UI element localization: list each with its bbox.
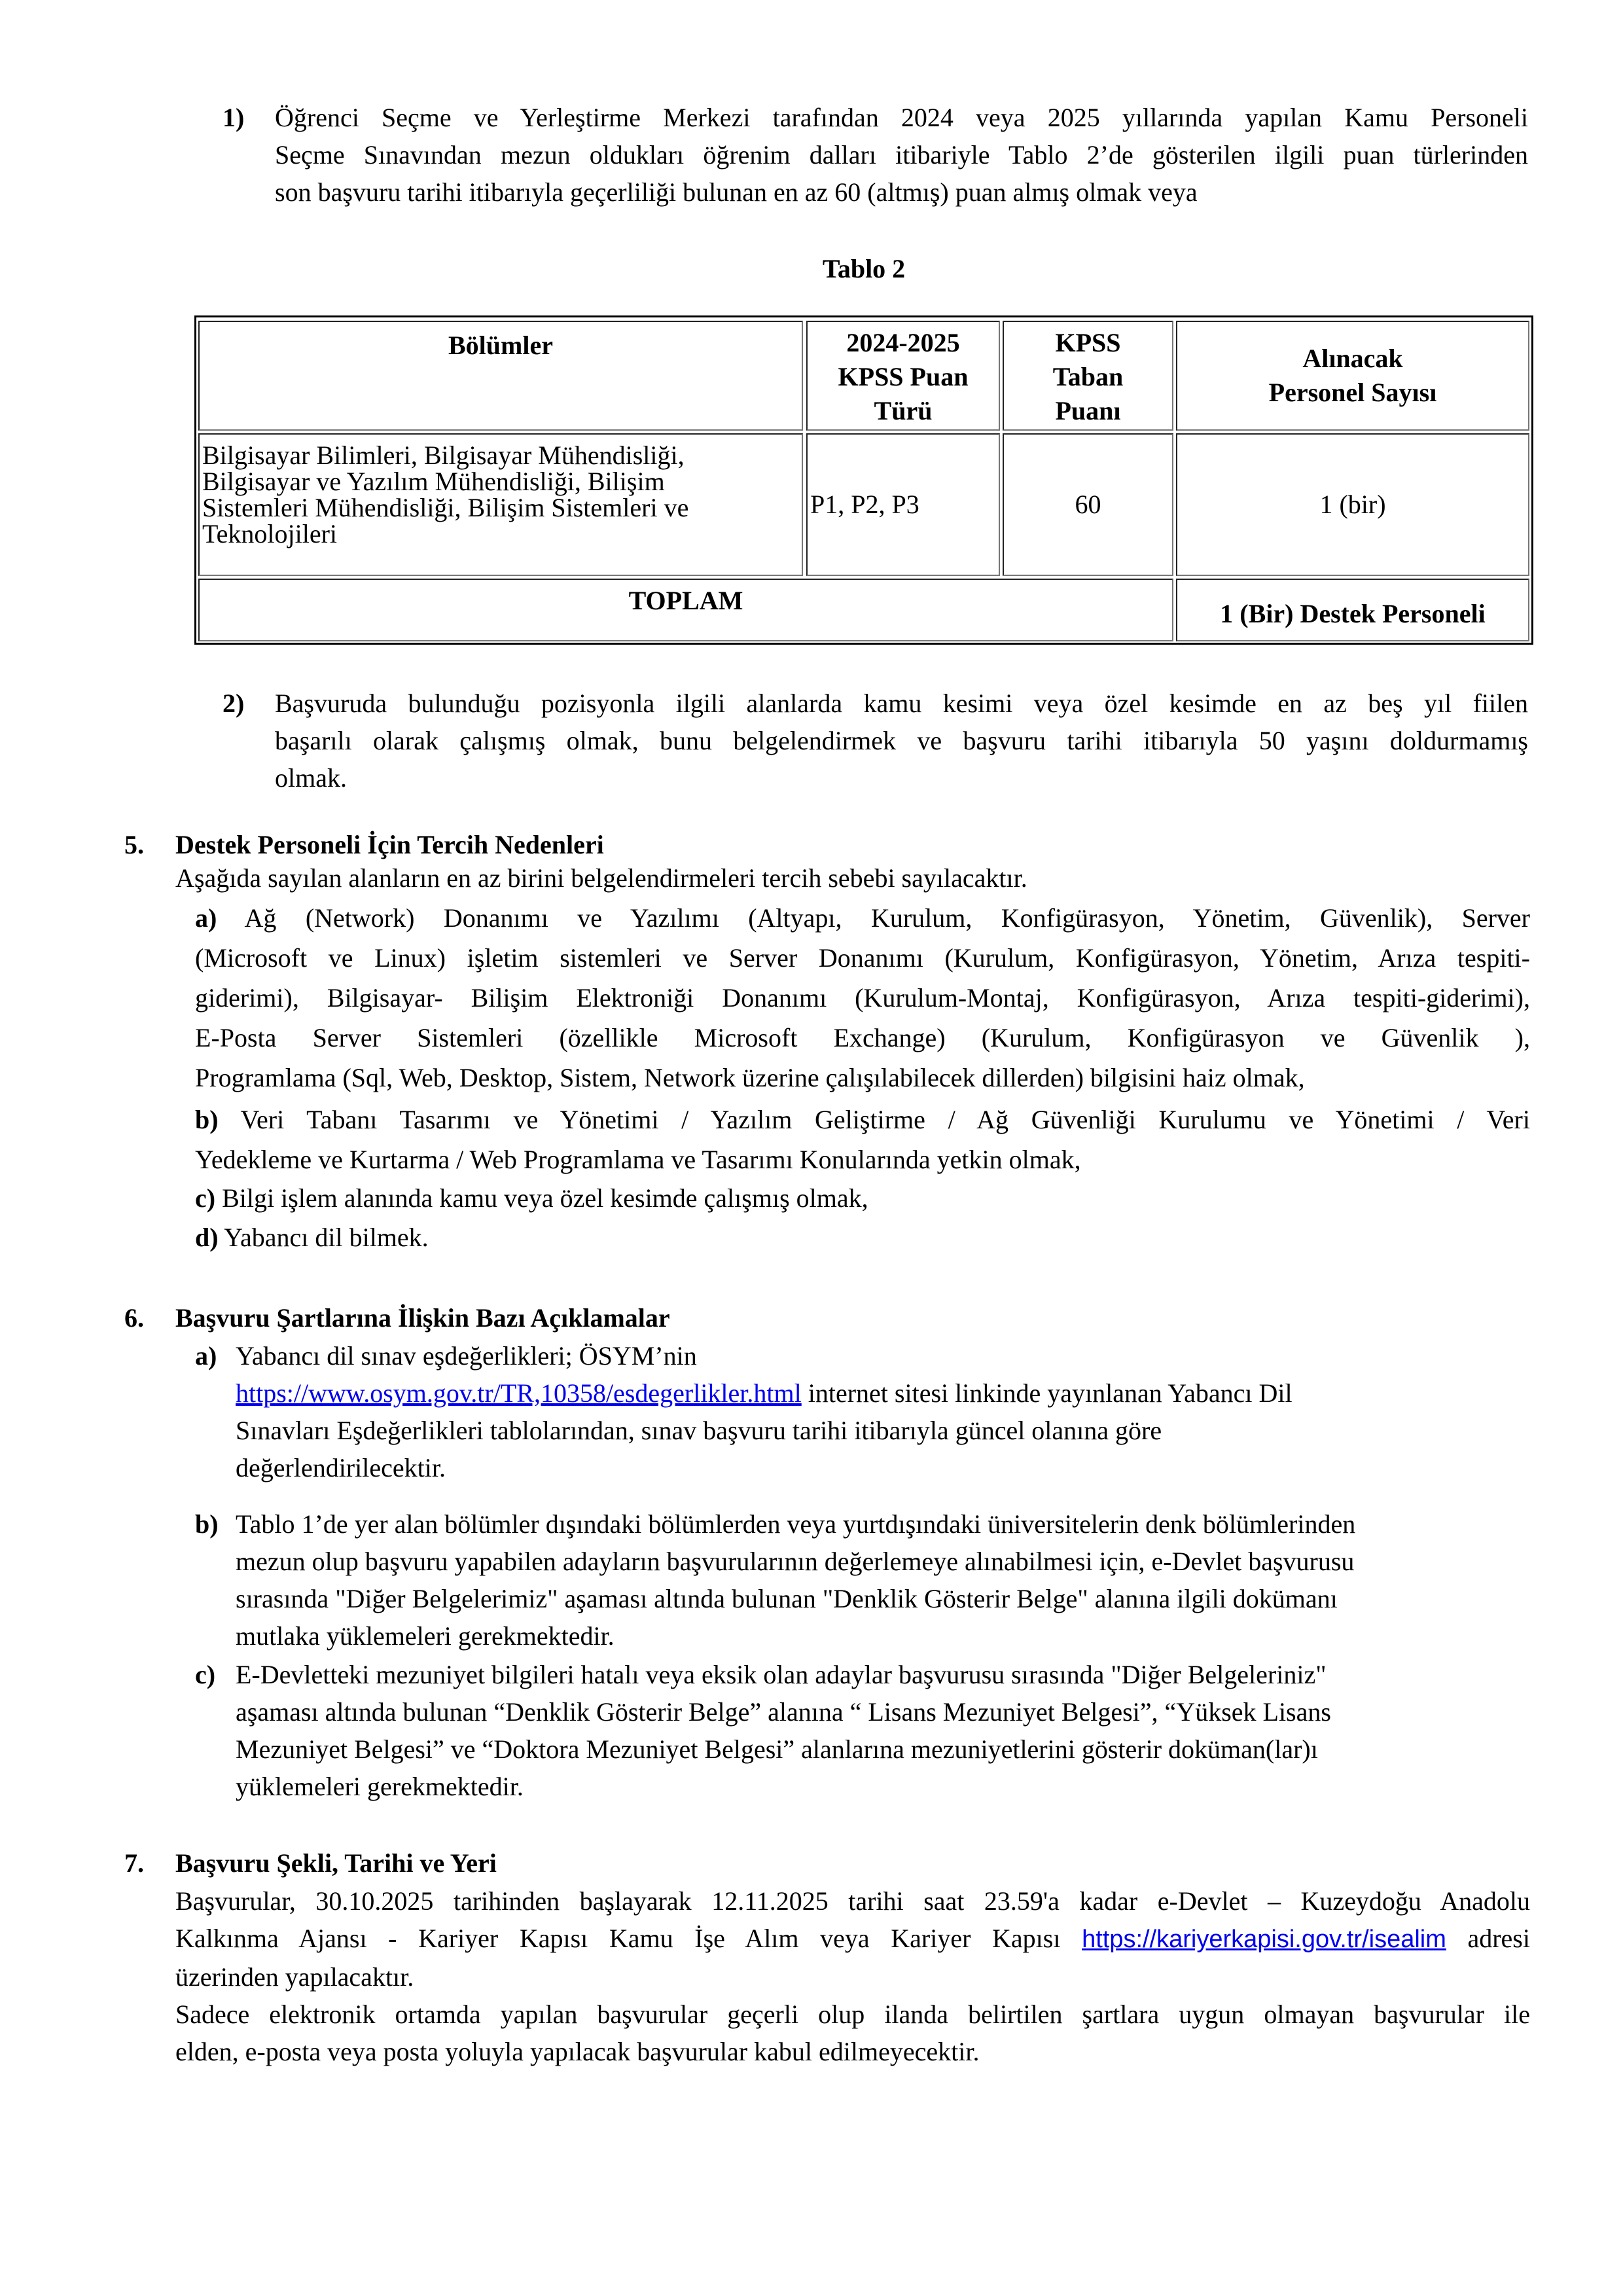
item-1-line: son başvuru tarihi itibarıyla geçerliliği bulunan en az 60 (altmış) puan almış olmak veya <box>275 177 1198 207</box>
header-personel-sayisi-line: Alınacak <box>1302 344 1403 373</box>
header-bolumler <box>198 321 803 431</box>
table-caption: Tablo 2 <box>822 254 906 283</box>
item-line: Yabancı dil bilmek. <box>224 1223 429 1252</box>
item-label: c) <box>195 1183 216 1213</box>
item-line: Bilgi işlem alanında kamu veya özel kesimde çalışmış olmak, <box>222 1183 868 1213</box>
item-line: aşaması altında bulunan “Denklik Gösterir Belge” alanına “ Lisans Mezuniyet Belgesi”, “Yüksek Lisans <box>236 1697 1331 1727</box>
taban-puani-value: 60 <box>1075 490 1101 519</box>
header-puan-turu-line: 2024-2025 <box>846 328 960 357</box>
bolumler-line: Bilgisayar Bilimleri, Bilgisayar Mühendisliği, <box>202 440 685 470</box>
item-label: b) <box>195 1105 219 1134</box>
item-2-text <box>275 685 1528 797</box>
puan-turu-value: P1, P2, P3 <box>810 490 919 519</box>
item-2-number: 2) <box>223 689 245 718</box>
item-line: Mezuniyet Belgesi” ve “Doktora Mezuniyet Belgesi” alanlarına mezuniyetlerini gösterir doküman(lar)ı <box>236 1734 1318 1764</box>
section-5-item-c <box>195 1178 868 1218</box>
item-line: yüklemeleri gerekmektedir. <box>236 1772 524 1801</box>
header-bolumler-label: Bölümler <box>448 331 553 360</box>
item-line: Tablo 1’de yer alan bölümler dışındaki bölümlerden veya yurtdışındaki üniversitelerin denk bölümlerinden <box>236 1509 1356 1539</box>
section-7-line: elden, e-posta veya posta yoluyla yapılacak başvurular kabul edilmeyecektir. <box>175 2037 980 2066</box>
section-7-line: Sadece elektronik ortamda yapılan başvurular geçerli olup ilanda belirtilen şartlara uygun olmayan başvurular ile <box>175 2000 1530 2029</box>
item-line: Veri Tabanı Tasarımı ve Yönetimi / Yazılım Geliştirme / Ağ Güvenliği Kurulumu ve Yönetimi / Veri <box>240 1105 1530 1134</box>
section-7-line: Kalkınma Ajansı - Kariyer Kapısı Kamu İşe Alım veya Kariyer Kapısı <box>175 1924 1082 1953</box>
header-puan-turu-line: Türü <box>874 396 933 425</box>
bolumler-line: Sistemleri Mühendisliği, Bilişim Sistemleri ve <box>202 493 689 522</box>
section-6-item-a <box>236 1337 1531 1486</box>
item-2-line: başarılı olarak çalışmış olmak, bunu belgelendirmek ve başvuru tarihi itibarıyla 50 yaşını doldurmamış <box>275 726 1528 755</box>
osym-esdegerlik-link[interactable]: https://www.osym.gov.tr/TR,10358/esdegerlikler.html <box>236 1378 802 1408</box>
taban-puani-cell <box>1003 433 1173 576</box>
item-line: E-Devletteki mezuniyet bilgileri hatalı veya eksik olan adaylar başvurusu sırasında "Diğer Belgeleriniz" <box>236 1660 1327 1689</box>
item-label: b) <box>195 1509 219 1539</box>
header-taban-puani-line: KPSS <box>1055 328 1121 357</box>
total-label-cell <box>198 579 1173 641</box>
item-label: c) <box>195 1660 216 1689</box>
section-5-item-a <box>195 898 1530 1098</box>
item-line: Sınavları Eşdeğerlikleri tablolarından, sınav başvuru tarihi itibarıyla güncel olanına göre <box>236 1416 1162 1445</box>
item-line: Yedekleme ve Kurtarma / Web Programlama ve Tasarımı Konularında yetkin olmak, <box>195 1145 1081 1174</box>
header-taban-puani-line: Puanı <box>1055 396 1121 425</box>
table-row <box>198 433 803 576</box>
header-puan-turu <box>806 321 1000 431</box>
item-1-line: Seçme Sınavından mezun oldukları öğrenim dalları itibariyle Tablo 2’de gösterilen ilgili puan türlerinden <box>275 140 1528 170</box>
total-value: 1 (Bir) Destek Personeli <box>1220 599 1486 628</box>
header-personel-sayisi-line: Personel Sayısı <box>1268 378 1437 407</box>
item-line: mutlaka yüklemeleri gerekmektedir. <box>236 1621 615 1651</box>
item-line: değerlendirilecektir. <box>236 1453 446 1482</box>
item-1-number: 1) <box>223 103 245 132</box>
kariyer-kapisi-link[interactable]: https://kariyerkapisi.gov.tr/isealim <box>1082 1926 1446 1953</box>
section-5-item-d <box>195 1217 429 1257</box>
section-5-intro: Aşağıda sayılan alanların en az birini belgelendirmeleri tercih sebebi sayılacaktır. <box>175 863 1027 893</box>
personel-sayisi-cell <box>1176 433 1529 576</box>
header-taban-puani-line: Taban <box>1052 362 1124 391</box>
item-2-line: Başvuruda bulunduğu pozisyonla ilgili alanlarda kamu kesimi veya özel kesimde en az beş yıl fiilen <box>275 689 1528 718</box>
header-taban-puani <box>1003 321 1173 431</box>
personel-sayisi-value: 1 (bir) <box>1319 490 1386 519</box>
bolumler-line: Bilgisayar ve Yazılım Mühendisliği, Bilişim <box>202 467 665 496</box>
item-line: internet sitesi linkinde yayınlanan Yabancı Dil <box>801 1378 1293 1408</box>
item-line: (Microsoft ve Linux) işletim sistemleri ve Server Donanımı (Kurulum, Konfigürasyon, Yönetim, Arıza tespiti- <box>195 943 1530 973</box>
section-5-number: 5. <box>124 830 144 859</box>
total-value-cell <box>1176 579 1529 641</box>
item-line: mezun olup başvuru yapabilen adayların başvurularının değerlemeye alınabilmesi için, e-Devlet başvurusu <box>236 1547 1355 1576</box>
section-7-title: Başvuru Şekli, Tarihi ve Yeri <box>175 1848 497 1878</box>
item-2-line: olmak. <box>275 763 347 793</box>
section-5-title: Destek Personeli İçin Tercih Nedenleri <box>175 830 604 859</box>
section-7-number: 7. <box>124 1848 144 1878</box>
item-line: Yabancı dil sınav eşdeğerlikleri; ÖSYM’nin <box>236 1341 697 1371</box>
section-7-line: Başvurular, 30.10.2025 tarihinden başlayarak 12.11.2025 tarihi saat 23.59'a kadar e-Devlet – Kuzeydoğu Anadolu <box>175 1886 1530 1916</box>
section-6-item-b <box>236 1505 1531 1655</box>
item-label: d) <box>195 1223 219 1252</box>
item-1-text <box>275 99 1528 211</box>
item-1-line: Öğrenci Seçme ve Yerleştirme Merkezi tarafından 2024 veya 2025 yıllarında yapılan Kamu Personeli <box>275 103 1528 132</box>
item-line: E-Posta Server Sistemleri (özellikle Microsoft Exchange) (Kurulum, Konfigürasyon ve Güvenlik ), <box>195 1023 1530 1052</box>
item-line: sırasında "Diğer Belgelerimiz" aşaması altında bulunan "Denklik Gösterir Belge" alanına ilgili dokümanı <box>236 1584 1338 1613</box>
item-label: a) <box>195 903 217 933</box>
puan-turu-cell <box>806 433 1000 576</box>
section-6-title: Başvuru Şartlarına İlişkin Bazı Açıklamalar <box>175 1303 670 1333</box>
header-personel-sayisi <box>1176 321 1529 431</box>
bolumler-line: Teknolojileri <box>202 519 338 548</box>
item-line: Ağ (Network) Donanımı ve Yazılımı (Altyapı, Kurulum, Konfigürasyon, Yönetim, Güvenlik), Server <box>244 903 1531 933</box>
section-5-item-b <box>195 1100 1530 1179</box>
total-label: TOPLAM <box>628 586 743 615</box>
section-7-line: üzerinden yapılacaktır. <box>175 1962 414 1992</box>
section-7-line: adresi <box>1446 1924 1530 1953</box>
section-6-item-c <box>236 1656 1531 1805</box>
section-6-number: 6. <box>124 1303 144 1333</box>
section-7-body <box>175 1882 1530 2070</box>
header-puan-turu-line: KPSS Puan <box>838 362 969 391</box>
item-label: a) <box>195 1341 217 1371</box>
item-line: Programlama (Sql, Web, Desktop, Sistem, Network üzerine çalışılabilecek dillerden) bilgisini haiz olmak, <box>195 1063 1305 1092</box>
item-line: giderimi), Bilgisayar- Bilişim Elektroniği Donanımı (Kurulum-Montaj, Konfigürasyon, Arıza tespiti-giderimi), <box>195 983 1530 1013</box>
